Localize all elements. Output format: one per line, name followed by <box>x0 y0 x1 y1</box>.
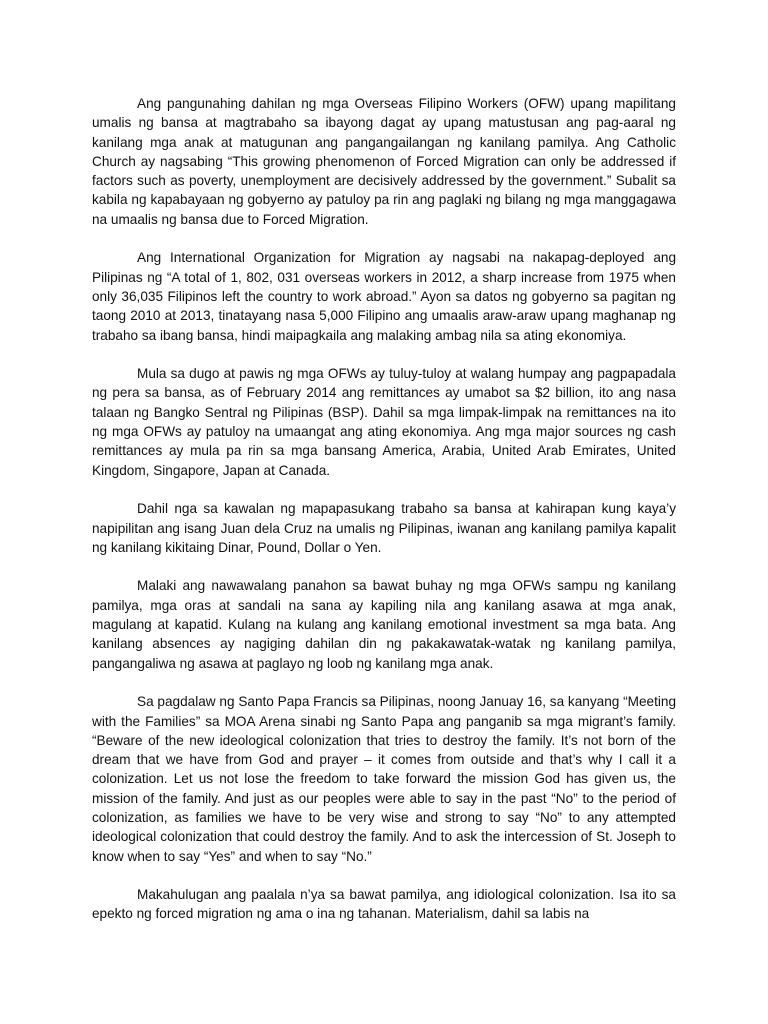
paragraph-remittances: Mula sa dugo at pawis ng mga OFWs ay tuluy-tuloy at walang humpay ang pagpapadala ng pera sa bansa, as of February 2014 ang remittances ay umabot sa $2 billion, ito ang nasa talaan ng Bangko Sentral ng Pilipinas (BSP). Dahil sa mga limpak-limpak na remittances na ito ng mga OFWs ay patuloy na umaangat ang ating ekonomiya. Ang mga major sources ng cash remittances ay mula pa rin sa mga bansang America, Arabia, United Arab Emirates, United Kingdom, Singapore, Japan at Canada. <box>92 366 676 478</box>
paragraph-lost-time: Malaki ang nawawalang panahon sa bawat buhay ng mga OFWs sampu ng kanilang pamilya, mga oras at sandali na sana ay kapiling nila ang kanilang asawa at mga anak, magulang at kapatid. Kulang na kulang ang kanilang emotional investment sa mga bata. Ang kanilang absences ay nagiging dahilan din ng pakakawatak-watak ng kanilang pamilya, pangangaliwa ng asawa at paglayo ng loob ng kanilang mga anak. <box>92 578 676 671</box>
document-page <box>92 94 676 943</box>
paragraph-ofw-reasons: Ang pangunahing dahilan ng mga Overseas Filipino Workers (OFW) upang mapilitang umalis ng bansa at magtrabaho sa ibayong dagat ay upang matustusan ang pag-aaral ng kanilang mga anak at matugunan ang pangangailangan ng kanilang pamilya. Ang Catholic Church ay nagsabing “This growing phenomenon of Forced Migration can only be addressed if factors such as poverty, unemployment are decisively addressed by the government.” Subalit sa kabila ng kapabayaan ng gobyerno ay patuloy pa rin ang paglaki ng bilang ng mga manggagawa na umaalis ng bansa due to Forced Migration. <box>92 96 676 227</box>
paragraph-pope-francis-quote: Sa pagdalaw ng Santo Papa Francis sa Pilipinas, noong Januay 16, sa kanyang “Meeting with the Families” sa MOA Arena sinabi ng Santo Papa ang panganib sa mga migrant’s family. “Beware of the new ideological colonization that tries to destroy the family. It’s not born of the dream that we have from God and prayer – it comes from outside and that’s why I call it a colonization. Let us not lose the freedom to take forward the mission God has given us, the mission of the family. And just as our peoples were able to say in the past “No” to the period of colonization, as families we have to be very wise and strong to say “No” to any attempted ideological colonization that could destroy the family. And to ask the intercession of St. Joseph to know when to say “Yes” and when to say “No.” <box>92 694 676 864</box>
paragraph-iom-statistics: Ang International Organization for Migration ay nagsabi na nakapag-deployed ang Pilipinas ng “A total of 1, 802, 031 overseas workers in 2012, a sharp increase from 1975 when only 36,035 Filipinos left the country to work abroad.” Ayon sa datos ng gobyerno sa pagitan ng taong 2010 at 2013, tinatayang nasa 5,000 Filipino ang umaalis araw-araw upang maghanap ng trabaho sa ibang bansa, hindi maipagkaila ang malaking ambag nila sa ating ekonomiya. <box>92 250 676 343</box>
paragraph-lack-of-jobs: Dahil nga sa kawalan ng mapapasukang trabaho sa bansa at kahirapan kung kaya’y napipilitan ang isang Juan dela Cruz na umalis ng Pilipinas, iwanan ang kanilang pamilya kapalit ng kanilang kikitaing Dinar, Pound, Dollar o Yen. <box>92 501 676 555</box>
paragraph-ideological-colonization: Makahulugan ang paalala n’ya sa bawat pamilya, ang idiological colonization. Isa ito sa epekto ng forced migration ng ama o ina ng tahanan. Materialism, dahil sa labis na <box>92 887 676 922</box>
